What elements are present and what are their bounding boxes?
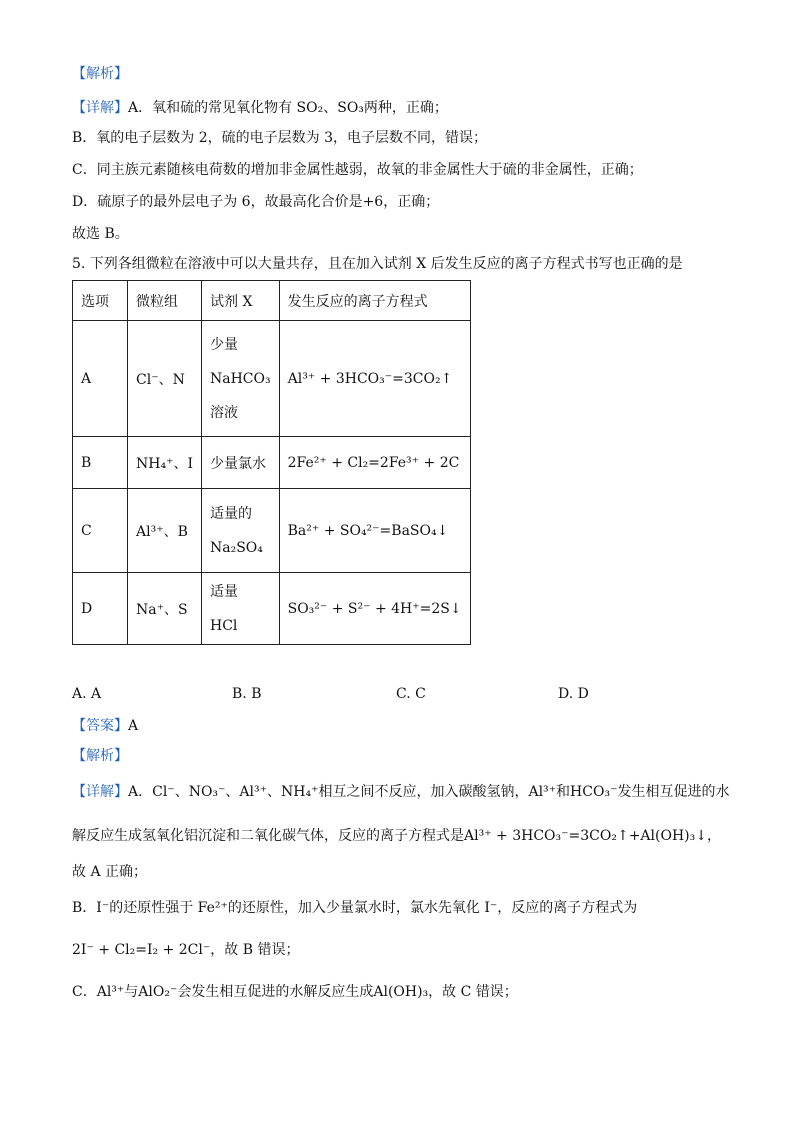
header-reagent: 试剂 X bbox=[202, 281, 280, 321]
detail-tag-q5: 【详解】 bbox=[72, 784, 128, 800]
reagent-d bbox=[202, 573, 280, 645]
option-c: C bbox=[73, 489, 128, 573]
reagent-c-line2: Na₂SO₄ bbox=[210, 539, 263, 556]
exp-a-line2: 解反应生成氢氧化铝沉淀和二氧化碳气体，反应的离子方程式是Al³⁺ + 3HCO₃⁻=3CO₂↑+Al(OH)₃↓， bbox=[72, 828, 721, 844]
table-row-c bbox=[73, 489, 471, 573]
table-row-a bbox=[73, 321, 471, 437]
particles-c: Al³⁺、B bbox=[128, 489, 202, 573]
reagent-c-line1: 适量的 bbox=[210, 505, 252, 522]
reagent-a-line2: NaHCO₃ bbox=[210, 370, 271, 387]
analysis-tag-q5: 【解析】 bbox=[72, 748, 128, 764]
equation-c: Ba²⁺ + SO₄²⁻=BaSO₄↓ bbox=[279, 489, 470, 573]
header-option: 选项 bbox=[73, 281, 128, 321]
answer-value: A bbox=[128, 718, 139, 734]
answer-line bbox=[72, 716, 138, 736]
exp-b-line2: 2I⁻ + Cl₂=I₂ + 2Cl⁻，故 B 错误； bbox=[72, 942, 300, 958]
exp-a-line3: 故 A 正确； bbox=[72, 864, 148, 880]
table-row-b bbox=[73, 437, 471, 489]
reagent-b: 少量氯水 bbox=[202, 437, 280, 489]
reagent-d-line1: 适量 bbox=[210, 583, 238, 600]
option-b: B bbox=[73, 437, 128, 489]
reagent-a bbox=[202, 321, 280, 437]
prev-d-line: D．硫原子的最外层电子为 6，故最高化合价是+6，正确； bbox=[72, 194, 440, 210]
option-a: A bbox=[73, 321, 128, 437]
particles-b: NH₄⁺、I bbox=[128, 437, 202, 489]
equation-b: 2Fe²⁺ + Cl₂=2Fe³⁺ + 2C bbox=[279, 437, 470, 489]
particles-a: Cl⁻、N bbox=[128, 321, 202, 437]
prev-conclusion: 故选 B。 bbox=[72, 226, 129, 242]
reagent-a-line1: 少量 bbox=[210, 336, 238, 353]
exp-a-text1: A．Cl⁻、NO₃⁻、Al³⁺、NH₄⁺相互之间不反应，加入碳酸氢钠，Al³⁺和HCO₃⁻发生相互促进的水 bbox=[128, 784, 730, 800]
choice-a: A. A bbox=[72, 686, 102, 702]
reagent-d-line2: HCl bbox=[210, 617, 238, 634]
particles-d: Na⁺、S bbox=[128, 573, 202, 645]
choice-b: B. B bbox=[232, 686, 262, 702]
exp-a-line1 bbox=[72, 782, 729, 802]
header-equation: 发生反应的离子方程式 bbox=[279, 281, 470, 321]
options-table bbox=[72, 280, 471, 645]
exp-c-line1: C．Al³⁺与AlO₂⁻会发生相互促进的水解反应生成Al(OH)₃，故 C 错误； bbox=[72, 984, 518, 1000]
reagent-c bbox=[202, 489, 280, 573]
equation-a: Al³⁺ + 3HCO₃⁻=3CO₂↑ bbox=[279, 321, 470, 437]
option-d: D bbox=[73, 573, 128, 645]
answer-tag: 【答案】 bbox=[72, 718, 128, 734]
header-particles: 微粒组 bbox=[128, 281, 202, 321]
prev-a-text: A．氧和硫的常见氧化物有 SO₂、SO₃两种，正确； bbox=[128, 100, 448, 116]
reagent-a-line3: 溶液 bbox=[210, 404, 238, 421]
analysis-tag-prev: 【解析】 bbox=[72, 66, 128, 82]
table-header-row bbox=[73, 281, 471, 321]
detail-tag-prev: 【详解】 bbox=[72, 100, 128, 116]
detail-line-a-prev bbox=[72, 98, 448, 118]
exp-b-line1: B．I⁻的还原性强于 Fe²⁺的还原性，加入少量氯水时，氯水先氧化 I⁻，反应的离子方程式为 bbox=[72, 900, 638, 916]
choice-d: D. D bbox=[558, 686, 589, 702]
answer-choices bbox=[72, 686, 692, 706]
choice-c: C. C bbox=[396, 686, 426, 702]
equation-d: SO₃²⁻ + S²⁻ + 4H⁺=2S↓ bbox=[279, 573, 470, 645]
table-row-d bbox=[73, 573, 471, 645]
prev-b-line: B．氧的电子层数为 2，硫的电子层数为 3，电子层数不同，错误； bbox=[72, 130, 488, 146]
question-5-stem: 5. 下列各组微粒在溶液中可以大量共存，且在加入试剂 X 后发生反应的离子方程式书写也正确的是 bbox=[72, 256, 683, 272]
prev-c-line: C．同主族元素随核电荷数的增加非金属性越弱，故氧的非金属性大于硫的非金属性，正确； bbox=[72, 162, 643, 178]
